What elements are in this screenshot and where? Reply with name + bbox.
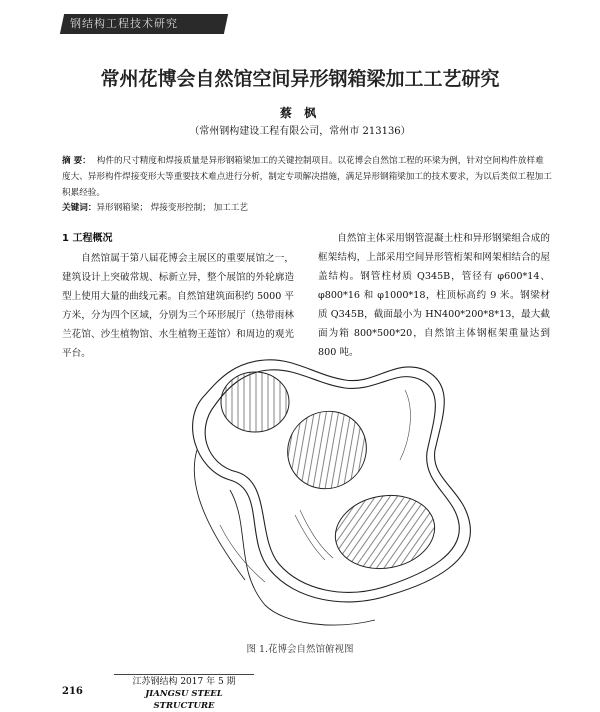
keywords-text: 异形钢箱梁； 焊接变形控制； 加工工艺 [96,203,248,213]
lattice-dome-bottom [330,488,441,576]
keywords [62,201,552,213]
journal-banner [60,14,228,34]
building-plan-figure [175,350,480,632]
abstract-label: 摘 要： [62,156,91,166]
journal-name-en: JIANGSU STEEL STRUCTURE [145,689,223,711]
abstract [62,153,552,201]
left-column [62,229,294,363]
lattice-dome-top [221,372,289,432]
affiliation: （常州钢构建设工程有限公司，常州市 213136） [189,126,411,137]
banner-text: 钢结构工程技术研究 [70,17,178,30]
page-number: 216 [62,686,83,697]
keywords-label: 关键词： [62,203,97,213]
lattice-dome-middle [272,396,381,504]
journal-name-cn: 江苏钢结构 2017 年 5 期 [132,677,236,687]
journal-footer [114,674,254,712]
right-paragraph: 自然馆主体采用钢管混凝土柱和异形钢梁组合成的框架结构，上部采用空间异形管桁架和网架相结合的屋盖结构。钢管柱材质 Q345B，管径有 φ600*14、φ800*16 和 φ1000*18，柱顶标高约 9 米。钢梁材质 Q345B，截面最小为 HN400*200*8*13，最大截面为箱 800*500*20，自然馆主体钢框架重量达到 800 吨。 [318,233,550,358]
right-column [318,229,550,362]
article-title: 常州花博会自然馆空间异形钢箱梁加工工艺研究 [100,68,500,90]
figure-caption: 图 1.花博会自然馆俯视图 [246,644,354,655]
author: 蔡 枫 [279,106,321,120]
section-heading: 1 工程概况 [62,233,113,244]
left-paragraph: 自然馆属于第八届花博会主展区的重要展馆之一，建筑设计上突破常规、标新立异，整个展馆的外轮廓造型上使用大量的曲线元素。自然馆建筑面积约 5000 平方米，分为四个区域，分别为三个环形展厅（热带雨林兰花馆、沙生植物馆、水生植物王莲馆）和周边的观光平台。 [62,253,294,359]
abstract-text: 构件的尺寸精度和焊接质量是异形钢箱梁加工的关键控制项目。以花博会自然馆工程的环梁为例，针对空间构件放样难度大、异形构件焊接变形大等重要技术难点进行分析，制定专项解决措施，满足异形钢箱梁加工的技术要求，为以后类似工程加工积累经验。 [62,156,552,198]
